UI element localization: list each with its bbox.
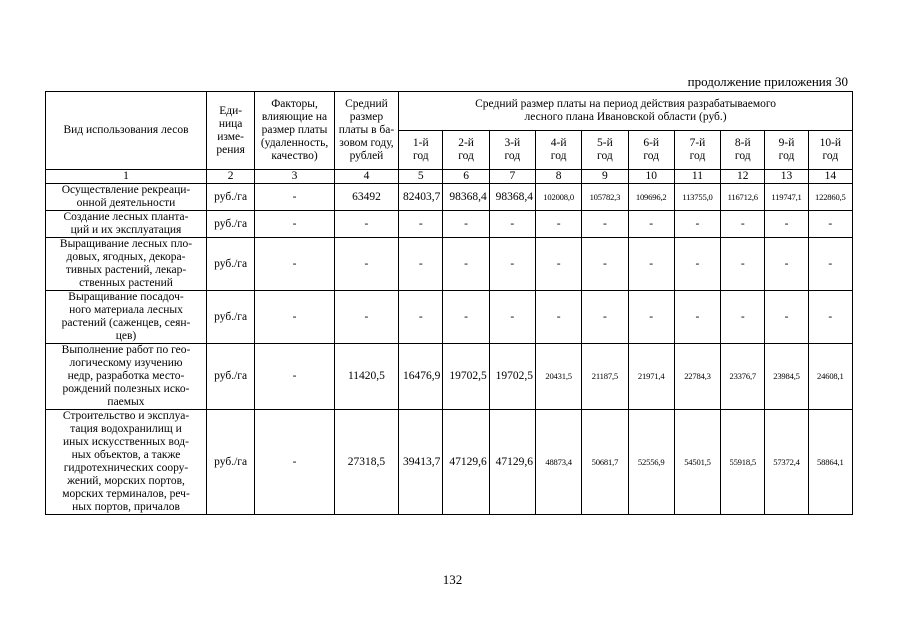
year-value-cell: - [489, 291, 535, 344]
column-number: 2 [206, 170, 254, 184]
table-row [46, 184, 853, 211]
year-value-cell: 23376,7 [721, 344, 765, 410]
factor-cell: - [255, 344, 334, 410]
year-value-cell: 39413,7 [399, 410, 443, 515]
usage-type-cell: Выращивание лесных пло- довых, ягодных, декора- тивных растений, лекар- ственных растений [46, 238, 207, 291]
year-value-cell: - [582, 238, 628, 291]
factor-cell: - [255, 410, 334, 515]
year-value-cell: - [489, 211, 535, 238]
year-value-cell: 119747,1 [765, 184, 808, 211]
year-value-cell: - [765, 291, 808, 344]
year-value-cell: 109696,2 [628, 184, 674, 211]
header-usage-type: Вид использования лесов [46, 92, 207, 170]
year-value-cell: - [489, 238, 535, 291]
year-value-cell: 47129,6 [443, 410, 489, 515]
year-value-cell: - [399, 238, 443, 291]
year-value-cell: 58864,1 [808, 410, 852, 515]
year-value-cell: - [535, 238, 581, 291]
continuation-note: продолжение приложения 30 [687, 74, 848, 89]
year-value-cell: 57372,4 [765, 410, 808, 515]
column-number: 10 [628, 170, 674, 184]
year-value-cell: - [399, 291, 443, 344]
usage-type-cell: Выращивание посадоч- ного материала лесных растений (саженцев, сеян- цев) [46, 291, 207, 344]
unit-cell: руб./га [206, 410, 254, 515]
year-value-cell: 21187,5 [582, 344, 628, 410]
column-number: 3 [255, 170, 334, 184]
year-value-cell: - [721, 238, 765, 291]
base-payment-cell: 27318,5 [334, 410, 398, 515]
page-number: 132 [442, 572, 463, 587]
column-number-row [46, 170, 853, 184]
unit-cell: руб./га [206, 238, 254, 291]
header-year-1: 1-й год [399, 131, 443, 170]
year-value-cell: 19702,5 [489, 344, 535, 410]
year-value-cell: - [535, 291, 581, 344]
payment-rates-table [45, 91, 853, 515]
year-value-cell: 47129,6 [489, 410, 535, 515]
base-payment-cell: - [334, 291, 398, 344]
unit-cell: руб./га [206, 291, 254, 344]
year-value-cell: 122860,5 [808, 184, 852, 211]
header-base-payment: Средний размер платы в ба- зовом году, рублей [334, 92, 398, 170]
year-value-cell: - [443, 238, 489, 291]
year-value-cell: 82403,7 [399, 184, 443, 211]
year-value-cell: 22784,3 [674, 344, 720, 410]
year-value-cell: - [721, 291, 765, 344]
table-row [46, 211, 853, 238]
table-row [46, 344, 853, 410]
header-year-2: 2-й год [443, 131, 489, 170]
column-number: 1 [46, 170, 207, 184]
header-year-6: 6-й год [628, 131, 674, 170]
year-value-cell: - [582, 291, 628, 344]
column-number: 13 [765, 170, 808, 184]
header-period-group: Средний размер платы на период действия разрабатываемого лесного плана Ивановской области (руб.) [399, 92, 853, 131]
base-payment-cell: 11420,5 [334, 344, 398, 410]
unit-cell: руб./га [206, 211, 254, 238]
year-value-cell: - [721, 211, 765, 238]
base-payment-cell: - [334, 238, 398, 291]
year-value-cell: - [808, 238, 852, 291]
base-payment-cell: 63492 [334, 184, 398, 211]
column-number: 5 [399, 170, 443, 184]
header-year-10: 10-й год [808, 131, 852, 170]
unit-cell: руб./га [206, 344, 254, 410]
factor-cell: - [255, 291, 334, 344]
header-factors: Факторы, влияющие на размер платы (удаленность, качество) [255, 92, 334, 170]
column-number: 6 [443, 170, 489, 184]
usage-type-cell: Выполнение работ по гео- логическому изучению недр, разработка место- рождений полезных иско- паемых [46, 344, 207, 410]
year-value-cell: - [674, 238, 720, 291]
usage-type-cell: Строительство и эксплуа- тация водохранилищ и иных искусственных вод- ных объектов, а также гидротехнических соору- жений, морских портов, морских терминалов, реч- ных портов, причалов [46, 410, 207, 515]
column-number: 8 [535, 170, 581, 184]
table-row [46, 238, 853, 291]
year-value-cell: 16476,9 [399, 344, 443, 410]
year-value-cell: - [765, 211, 808, 238]
factor-cell: - [255, 184, 334, 211]
year-value-cell: - [582, 211, 628, 238]
unit-cell: руб./га [206, 184, 254, 211]
table-row [46, 291, 853, 344]
year-value-cell: - [399, 211, 443, 238]
column-number: 4 [334, 170, 398, 184]
year-value-cell: - [808, 211, 852, 238]
year-value-cell: 50681,7 [582, 410, 628, 515]
column-number: 9 [582, 170, 628, 184]
year-value-cell: 48873,4 [535, 410, 581, 515]
year-value-cell: 19702,5 [443, 344, 489, 410]
header-year-7: 7-й год [674, 131, 720, 170]
year-value-cell: - [628, 238, 674, 291]
header-year-9: 9-й год [765, 131, 808, 170]
header-row [46, 92, 853, 131]
year-value-cell: 55918,5 [721, 410, 765, 515]
column-number: 7 [489, 170, 535, 184]
year-value-cell: 102008,0 [535, 184, 581, 211]
header-year-3: 3-й год [489, 131, 535, 170]
header-year-5: 5-й год [582, 131, 628, 170]
year-value-cell: 20431,5 [535, 344, 581, 410]
year-value-cell: 105782,3 [582, 184, 628, 211]
year-value-cell: - [765, 238, 808, 291]
header-year-8: 8-й год [721, 131, 765, 170]
year-value-cell: 113755,0 [674, 184, 720, 211]
year-value-cell: 98368,4 [443, 184, 489, 211]
year-value-cell: - [628, 211, 674, 238]
usage-type-cell: Осуществление рекреаци- онной деятельности [46, 184, 207, 211]
year-value-cell: - [628, 291, 674, 344]
year-value-cell: 54501,5 [674, 410, 720, 515]
table-row [46, 410, 853, 515]
year-value-cell: - [674, 291, 720, 344]
year-value-cell: - [674, 211, 720, 238]
year-value-cell: 21971,4 [628, 344, 674, 410]
header-year-4: 4-й год [535, 131, 581, 170]
column-number: 11 [674, 170, 720, 184]
year-value-cell: 116712,6 [721, 184, 765, 211]
factor-cell: - [255, 211, 334, 238]
usage-type-cell: Создание лесных планта- ций и их эксплуатация [46, 211, 207, 238]
year-value-cell: 52556,9 [628, 410, 674, 515]
base-payment-cell: - [334, 211, 398, 238]
column-number: 14 [808, 170, 852, 184]
year-value-cell: - [535, 211, 581, 238]
header-unit: Еди- ница изме- рения [206, 92, 254, 170]
year-value-cell: - [443, 211, 489, 238]
column-number: 12 [721, 170, 765, 184]
year-value-cell: 24608,1 [808, 344, 852, 410]
year-value-cell: - [443, 291, 489, 344]
year-value-cell: - [808, 291, 852, 344]
year-value-cell: 98368,4 [489, 184, 535, 211]
year-value-cell: 23984,5 [765, 344, 808, 410]
factor-cell: - [255, 238, 334, 291]
